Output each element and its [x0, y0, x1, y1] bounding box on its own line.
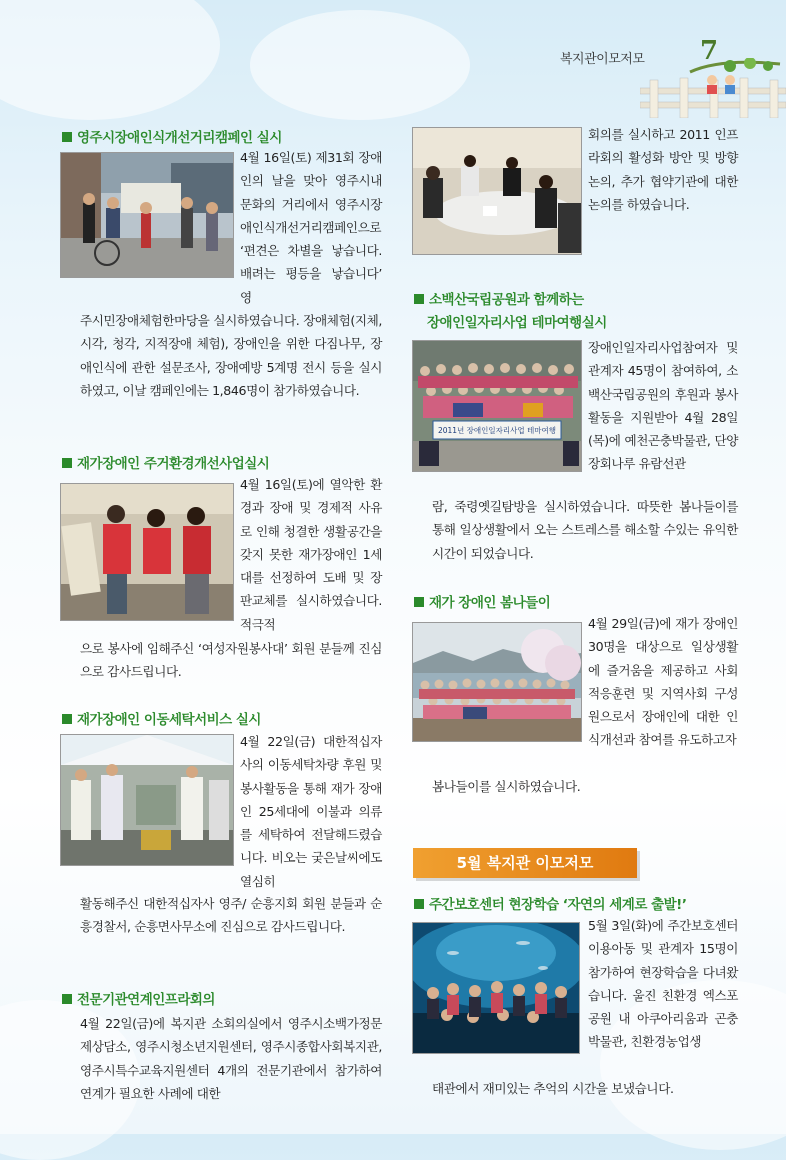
- section-campaign-side-text: 4월 16일(토) 제31회 장애인의 날을 맞아 영주시내 문화의 거리에서 영주시장애인식개선거리캠페인으로 ‘편견은 차별을 낳습니다. 배려는 평등을 낳습니다’ 영: [240, 150, 382, 305]
- page-number: 7: [700, 36, 719, 66]
- section-field-trip-side-text: 5월 3일(화)에 주간보호센터 이용아동 및 관계자 15명이 참가하여 현장학습을 다녀왔습니다. 울진 친환경 엑스포 공원 내 아쿠아리움과 곤충박물관, 친환경농업생: [588, 918, 738, 1050]
- page-header-title: 복지관이모저모: [560, 52, 645, 67]
- section-title-theme-trip: 소백산국립공원과 함께하는: [414, 288, 584, 308]
- section-title-laundry: 재가장애인 이동세탁서비스 실시: [62, 708, 261, 728]
- section-spring-outing-body-text: 봄나들이를 실시하였습니다.: [432, 779, 581, 794]
- section-spring-outing-side-text: 4월 29일(금)에 재가 장애인 30명을 대상으로 일상생활에 즐거움을 제공하고 사회적응훈련 및 지역사회 구성원으로서 장애인에 대한 인식개선과 참여를 유도하고자: [588, 616, 738, 748]
- section-theme-trip-body-text: 람, 죽령옛길탐방을 실시하였습니다. 따뜻한 봄나들이를 통해 일상생활에서 오는 스트레스를 해소할 수있는 유익한시간이 되었습니다.: [432, 499, 738, 561]
- section-housing-side-text: 4월 16일(토)에 열악한 환경과 장애 및 경제적 사유로 인해 청결한 생활공간을 갖지 못한 재가장애인 1세대를 선정하여 도배 및 장판교체를 실시하였습니다. 적극적: [240, 477, 382, 632]
- section-campaign-body-text: 주시민장애체험한마당을 실시하였습니다. 장애체험(지체, 시각, 청각, 지적장애 체험), 장애인을 위한 다짐나무, 장애인식에 관한 설문조사, 장애예방 5계명 전시 등을 실시하였고, 이날 캠페인에는 1,846명이 참가하였습니다.: [80, 313, 382, 398]
- housing-photo: [60, 483, 234, 621]
- section-infra-meeting-body-text: 4월 22일(금)에 복지관 소회의실에서 영주시소백가정문제상담소, 영주시청소년지원센터, 영주시종합사회복지관, 영주시특수교육지원센터 4개의 전문기관에서 참가하여 연계가 필요한 사례에 대한: [80, 1016, 382, 1101]
- photo-banner-text: 2011년 장애인일자리사업 테마여행: [437, 426, 557, 435]
- may-news-banner: 5월 복지관 이모저모: [413, 848, 637, 878]
- section-theme-trip-side-text: 장애인일자리사업참여자 및 관계자 45명이 참여하여, 소백산국립공원의 후원과 봉사활동을 지원받아 4월 28일(목)에 예천곤충박물관, 단양 장회나루 유람선관: [588, 340, 738, 472]
- section-housing-body-text: 으로 봉사에 임해주신 ‘여성자원봉사대’ 회원 분들께 진심으로 감사드립니다.: [80, 641, 382, 680]
- background-cloud: [250, 10, 470, 120]
- meeting-photo: [412, 127, 582, 255]
- laundry-photo: [60, 734, 234, 866]
- section-title-housing: 재가장애인 주거환경개선사업실시: [62, 452, 269, 472]
- aquarium-photo: [412, 922, 580, 1054]
- fence-illustration-icon: [640, 58, 786, 118]
- section-title-theme-trip-line2: 장애인일자리사업 테마여행실시: [427, 315, 607, 331]
- theme-trip-photo: [412, 340, 582, 472]
- section-title-infra-meeting: 전문기관연계인프라회의: [62, 988, 215, 1008]
- background-cloud: [0, 0, 220, 120]
- section-laundry-body-text: 활동해주신 대한적십자사 영주/ 순흥지회 회원 분들과 순흥경찰서, 순흥면사무소에 진심으로 감사드립니다.: [80, 896, 382, 935]
- section-title-field-trip: 주간보호센터 현장학습 ‘자연의 세계로 출발!’: [414, 893, 686, 913]
- section-title-spring-outing: 재가 장애인 봄나들이: [414, 591, 550, 611]
- section-field-trip-body-text: 태관에서 재미있는 추억의 시간을 보냈습니다.: [432, 1081, 674, 1096]
- section-meeting-side-text: 회의를 실시하고 2011 인프라회의 활성화 방안 및 방향 논의, 추가 협약기관에 대한 논의를 하였습니다.: [588, 127, 738, 212]
- spring-outing-photo: [412, 622, 582, 742]
- section-title-campaign: 영주시장애인식개선거리캠페인 실시: [62, 126, 282, 146]
- section-laundry-side-text: 4월 22일(금) 대한적십자사의 이동세탁차량 후원 및 봉사활동을 통해 재가 장애인 25세대에 이불과 의류를 세탁하여 전달해드렸습니다. 비오는 궂은날씨에도 열심히: [240, 734, 382, 889]
- campaign-photo: [60, 152, 234, 278]
